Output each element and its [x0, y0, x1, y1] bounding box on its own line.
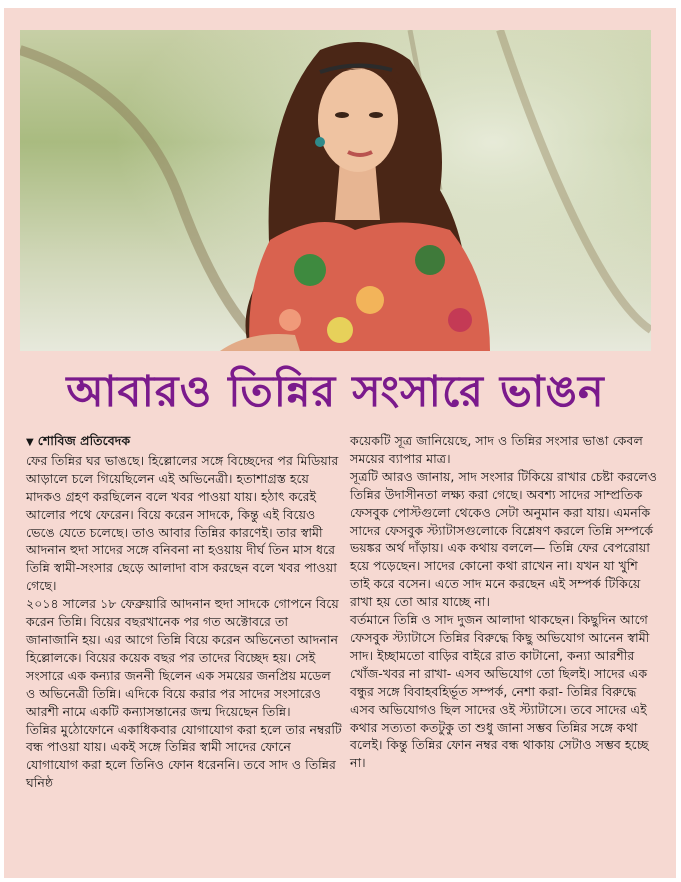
- triangle-bullet-icon: ▼: [26, 437, 34, 448]
- article-column-left: [26, 432, 344, 792]
- article-headline: আবারও তিন্নির সংসারে ভাঙন: [66, 367, 605, 417]
- paragraph: তিন্নির মুঠোফোনে একাধিকবার যোগাযোগ করা হলে তার নম্বরটি বন্ধ পাওয়া যায়। একই সঙ্গে তিন্নির স্বামী সাদের ফোনে যোগাযোগ করা হলে তিনিও ফোন ধরেননি। তবে সাদ ও তিন্নির ঘনিষ্ঠ: [26, 721, 342, 791]
- photo-illustration: [20, 30, 651, 351]
- article-photo: [20, 30, 651, 351]
- paragraph: সময়ের ব্যাপার মাত্র।: [350, 450, 451, 466]
- paragraph: সূত্রটি আরও জানায়, সাদ সংসার টিকিয়ে রাখার চেষ্টা করলেও তিন্নির উদাসীনতা লক্ষ্য করা গেছে। অবশ্য সাদের সাম্প্রতিক ফেসবুক পোস্টগুলো থেকেও সেটা অনুমান করা যায়। এমনকি সাদের ফেসবুক স্ট্যাটাসগুলোকে বিশ্লেষণ করলে তিন্নি সম্পর্কে ভয়ঙ্কর অর্থ দাঁড়ায়। এক কথায় বললে— তিন্নি ফের বেপরোয়া হয়ে পড়েছেন। সাদের কোনো কথা রাখেন না। যখন যা খুশি তাই করে বসেন। এতে সাদ মনে করছেন এই সম্পর্ক টিকিয়ে রাখা হয় তো আর যাচ্ছে না।: [350, 468, 658, 610]
- paragraph: কয়েকটি সূত্র জানিয়েছে, সাদ ও তিন্নির সংসার ভাঙা কেবল: [350, 433, 643, 448]
- byline-text: শোবিজ প্রতিবেদক: [37, 433, 131, 448]
- paragraph: ফের তিন্নির ঘর ভাঙছে। হিল্লোলের সঙ্গে বিচ্ছেদের পর মিডিয়ার আড়ালে চলে গিয়েছিলেন এই অভিনেত্রী। হতাশাগ্রস্ত হয়ে মাদকও গ্রহণ করছিলেন বলে খবর পাওয়া যায়। হঠাৎ করেই আলোর পথে ফেরেন। বিয়ে করেন সাদকে, কিন্তু এই বিয়েও ভেঙে যেতে চলেছে। তাও আবার তিন্নির কারণেই। তার স্বামী আদনান হুদা সাদের সঙ্গে বনিবনা না হওয়ায় দীর্ঘ তিন মাস ধরে তিন্নি স্বামী-সংসার ছেড়ে আলাদা বাস করছেন বলে খবর পাওয়া গেছে।: [26, 452, 339, 594]
- byline: [26, 432, 344, 452]
- article-column-right: [350, 432, 660, 772]
- paragraph: বর্তমানে তিন্নি ও সাদ দুজন আলাদা থাকছেন। কিছুদিন আগে ফেসবুক স্ট্যাটাসে তিন্নির বিরুদ্ধে কিছু অভিযোগ আনেন স্বামী সাদ। ইচ্ছামতো বাড়ির বাইরে রাত কাটানো, কন্যা আরশীর খোঁজ-খবর না রাখা- এসব অভিযোগ তো ছিলই। সাদের এক বন্ধুর সঙ্গে বিবাহবহির্ভূত সম্পর্ক, নেশা করা- তিন্নির বিরুদ্ধে এসব অভিযোগও ছিল সাদের ওই স্ট্যাটাসে। তবে সাদের এই কথার সত্যতা কতটুকু তা শুধু জানা সম্ভব তিন্নির সঙ্গে কথা বলেই। কিন্তু তিন্নির ফোন নম্বর বন্ধ থাকায় সেটাও সম্ভব হচ্ছে না।: [350, 612, 650, 771]
- paragraph: ২০১৪ সালের ১৮ ফেব্রুয়ারি আদনান হুদা সাদকে গোপনে বিয়ে করেন তিন্নি। বিয়ের বছরখানেক পর গত অক্টোবরে তা জানাজানি হয়। এর আগে তিন্নি বিয়ে করেন অভিনেতা আদনান হিল্লোলকে। বিয়ের কয়েক বছর পর তাদের বিচ্ছেদ হয়। সেই সংসারে এক কন্যার জননী ছিলেন এক সময়ের জনপ্রিয় মডেল ও অভিনেত্রী তিন্নি। এদিকে বিয়ে করার পর সাদের সংসারেও আরশী নামে একটি কন্যাসন্তানের জন্ম দিয়েছেন তিন্নি।: [26, 596, 339, 719]
